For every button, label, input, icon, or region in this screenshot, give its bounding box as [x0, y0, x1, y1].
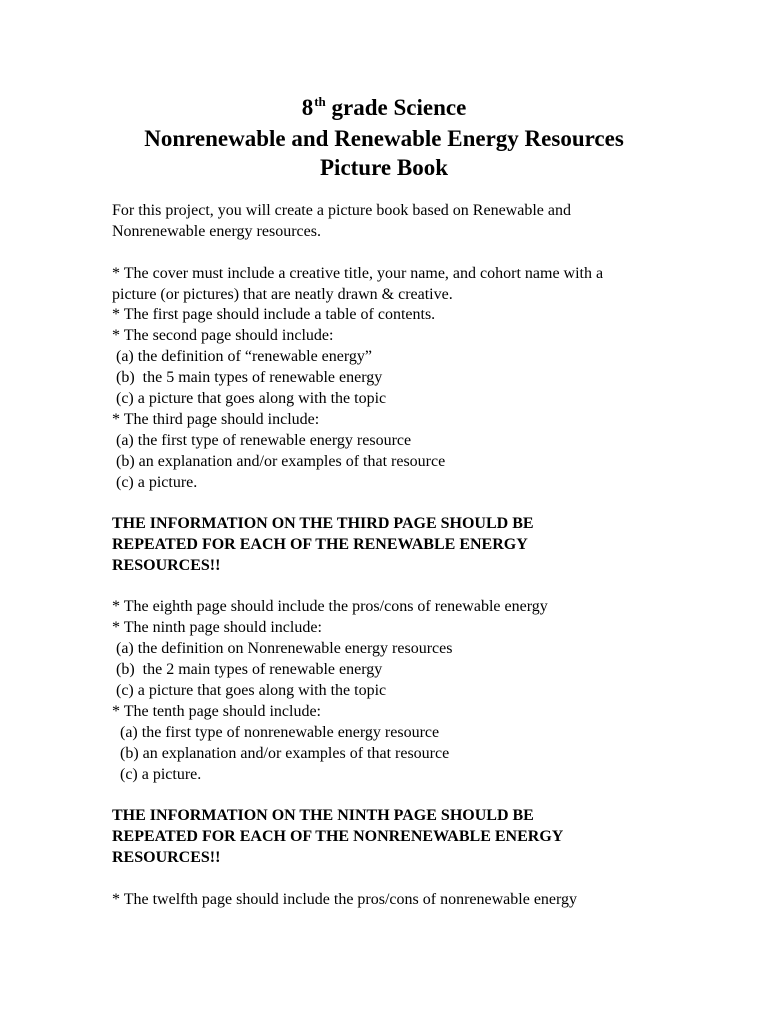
instruction-line: (a) the definition of “renewable energy” — [112, 348, 373, 365]
repeat-note-line: RESOURCES!! — [112, 849, 221, 866]
grade-heading — [0, 94, 768, 125]
instruction-line: * The third page should include: — [112, 411, 320, 428]
repeat-note-line: RESOURCES!! — [112, 557, 221, 574]
document-subtitle: Picture Book — [320, 155, 448, 180]
repeat-note-line: REPEATED FOR EACH OF THE RENEWABLE ENERGY — [112, 536, 528, 553]
instruction-line: (c) a picture. — [112, 766, 202, 783]
grade-suffix: th — [314, 94, 326, 109]
instruction-line: * The twelfth page should include the pros/cons of nonrenewable energy — [112, 891, 578, 908]
intro-line: For this project, you will create a picture book based on Renewable and — [112, 202, 571, 219]
instruction-line: (b) an explanation and/or examples of that resource — [112, 745, 450, 762]
intro-line: Nonrenewable energy resources. — [112, 223, 321, 240]
instruction-line: (c) a picture that goes along with the topic — [112, 390, 387, 407]
repeat-note-line: REPEATED FOR EACH OF THE NONRENEWABLE ENERGY — [112, 828, 564, 845]
instruction-line: (a) the definition on Nonrenewable energy resources — [112, 640, 453, 657]
repeat-note-line: THE INFORMATION ON THE THIRD PAGE SHOULD BE — [112, 515, 534, 532]
instruction-line: (c) a picture that goes along with the topic — [112, 682, 387, 699]
instruction-line: (b) the 5 main types of renewable energy — [112, 369, 383, 386]
grade-subject: grade Science — [325, 95, 467, 120]
instruction-line: (b) the 2 main types of renewable energy — [112, 661, 383, 678]
instruction-line: picture (or pictures) that are neatly drawn & creative. — [112, 286, 453, 303]
instruction-line: * The first page should include a table of contents. — [112, 306, 436, 323]
repeat-note-line: THE INFORMATION ON THE NINTH PAGE SHOULD BE — [112, 807, 534, 824]
instruction-line: * The ninth page should include: — [112, 619, 322, 636]
instruction-line: * The cover must include a creative title, your name, and cohort name with a — [112, 265, 604, 282]
grade-number: 8 — [301, 95, 314, 120]
instruction-line: (c) a picture. — [112, 474, 198, 491]
instruction-line: (a) the first type of renewable energy resource — [112, 432, 412, 449]
instruction-line: (a) the first type of nonrenewable energy resource — [112, 724, 440, 741]
instruction-line: * The second page should include: — [112, 327, 334, 344]
instruction-line: * The eighth page should include the pros/cons of renewable energy — [112, 598, 548, 615]
instruction-line: (b) an explanation and/or examples of that resource — [112, 453, 446, 470]
document-title: Nonrenewable and Renewable Energy Resources — [144, 126, 624, 151]
instruction-line: * The tenth page should include: — [112, 703, 321, 720]
